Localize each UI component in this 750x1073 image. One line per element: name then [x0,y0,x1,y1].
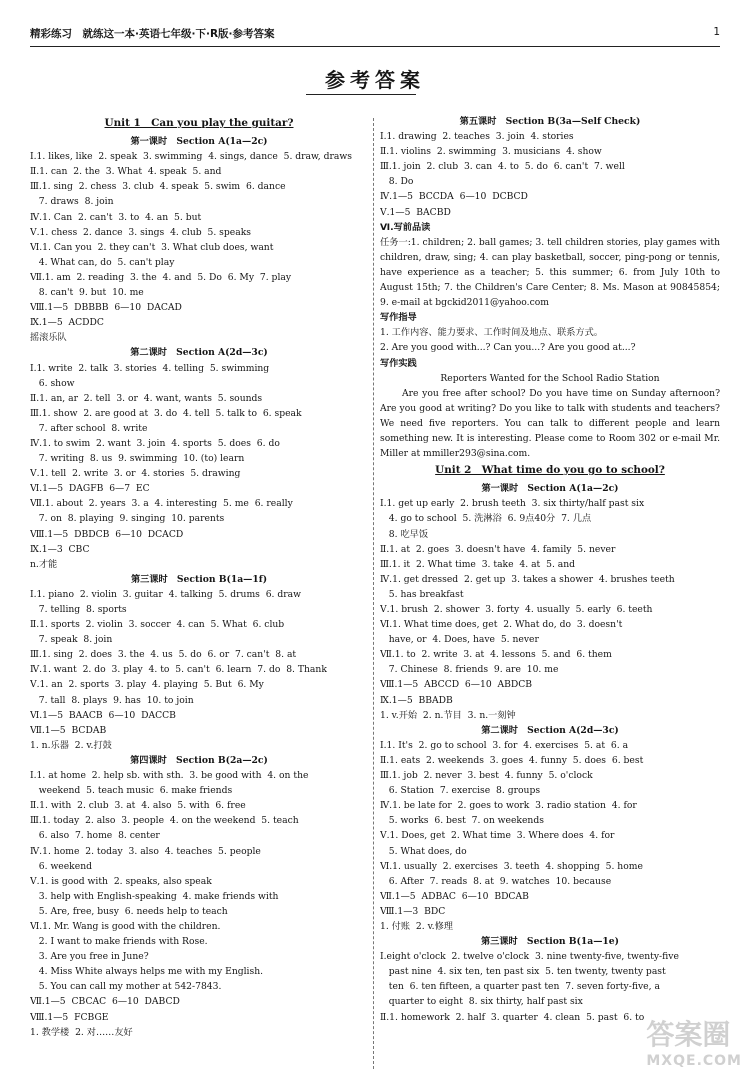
answer-line: 4. go to school 5. 洗淋浴 6. 9点40分 7. 几点 [380,513,592,525]
reading-answers: 任务一:1. children; 2. ball games; 3. tell children stories, play games with children, draw, sing; 4. can play basketball, soccer, ping-pong or tennis, have experience as a teacher; 5. this summer; 6. from July 10th to August 15th; 7. the Children's Care Center; 8. Ms. Mason at 90845854; 9. e-mail at bgckid2011@yahoo.com [380,236,720,309]
answer-line: 7. speak 8. join [30,634,113,646]
header-left: 精彩练习 就练这一本·英语七年级·下·R版·参考答案 [30,28,275,40]
answer-line: 6. weekend [30,860,92,872]
answer-line: past nine 4. six ten, ten past six 5. ten twenty, twenty past [380,966,666,978]
answer-line: Ⅷ.1—3 BDC [380,905,446,917]
answer-line: Ⅱ.1. eats 2. weekends 3. goes 4. funny 5. does 6. best [380,754,644,766]
answer-line: Ⅸ.1—3 CBC [30,543,90,555]
answer-line: 8. 吃早饭 [380,528,429,540]
answer-line: 2. I want to make friends with Rose. [30,936,208,948]
answer-line: 1. 教学楼 2. 对……友好 [30,1026,133,1038]
answer-line: Ⅴ.1. an 2. sports 3. play 4. playing 5. But 6. My [30,679,264,691]
watermark-url: MXQE.COM [646,1053,742,1069]
answer-line: Ⅰ.1. at home 2. help sb. with sth. 3. be good with 4. on the [30,770,309,782]
answer-line: Ⅱ.1. an, ar 2. tell 3. or 4. want, wants 5. sounds [30,392,263,404]
answer-line: Ⅰ.1. write 2. talk 3. stories 4. telling 5. swimming [30,362,270,374]
answer-line: 7. tall 8. plays 9. has 10. to join [30,694,194,706]
watermark-text: 答案圈 [646,1018,731,1051]
answer-line: Ⅲ.1. today 2. also 3. people 4. on the weekend 5. teach [30,815,299,827]
answer-line: Ⅷ.1—5 ABCCD 6—10 ABDCB [380,679,533,691]
answer-line: Ⅳ.1. be late for 2. goes to work 3. radio station 4. for [380,800,637,812]
answer-line: Ⅱ.1. with 2. club 3. at 4. also 5. with 6. free [30,800,246,812]
answer-line: 8. Do [380,176,414,188]
answer-line: Ⅴ.1—5 BACBD [380,206,451,218]
page-title: 参考答案 [325,68,425,92]
answer-line: Ⅲ.1. sing 2. does 3. the 4. us 5. do 6. or 7. can't 8. at [30,649,297,661]
answer-line: 1. 付账 2. v.修理 [380,920,453,932]
answer-line: Ⅵ.1. Can you 2. they can't 3. What club does, want [30,241,274,253]
answer-line: Ⅳ.1—5 BCCDA 6—10 DCBCD [380,191,528,203]
answer-line: 6. show [30,377,75,389]
u1-lesson-3-heading: 第三课时 Section B(1a—1f) [130,573,268,585]
watermark-logo [646,1013,742,1069]
answer-line: Ⅵ.1. usually 2. exercises 3. teeth 4. shopping 5. home [380,860,643,872]
unit-2-heading: Unit 2 What time do you go to school? [435,464,665,477]
u2-lesson-2-answers [380,738,720,934]
answer-line: Ⅵ.1. Mr. Wang is good with the children. [30,920,221,932]
answer-line: Ⅴ.1. is good with 2. speaks, also speak [30,875,212,887]
answer-line: Ⅷ.1—5 FCBGE [30,1011,109,1023]
u1-lesson-4-heading: 第四课时 Section B(2a—2c) [130,754,268,766]
answer-line: Ⅶ.1—5 BCDAB [30,724,107,736]
column-divider [373,118,374,1069]
writing-guide [380,325,720,355]
u1-lesson-1-answers [30,149,368,345]
answer-line: Ⅶ.1. about 2. years 3. a 4. interesting 5. me 6. really [30,498,293,510]
answer-line: n.才能 [30,558,58,570]
writing-guide-heading: 写作指导 [380,312,417,324]
answer-line: 3. Are you free in June? [30,951,149,963]
answer-line: 8. can't 9. but 10. me [30,287,144,299]
header-rule [30,46,720,47]
answer-line: Ⅱ.1. violins 2. swimming 3. musicians 4. show [380,146,602,158]
answer-line: 5. What does, do [380,845,467,857]
running-header [30,26,720,46]
title-underline [306,94,416,95]
u1-lesson-5-answers [380,129,720,220]
answer-line: Ⅶ.1. to 2. write 3. at 4. lessons 5. and 6. them [380,649,612,661]
answer-line: Ⅰ.1. get up early 2. brush teeth 3. six thirty/half past six [380,498,645,510]
answer-line: Ⅵ.1—5 BAACB 6—10 DACCB [30,709,176,721]
left-column [30,114,368,1069]
u1-lesson-2-answers [30,361,368,572]
answer-line: Ⅰ.eight o'clock 2. twelve o'clock 3. nine twenty-five, twenty-five [380,951,679,963]
answer-line: have, or 4. Does, have 5. never [380,634,539,646]
answer-line: Ⅸ.1—5 BBADB [380,694,453,706]
answer-line: Ⅲ.1. join 2. club 3. can 4. to 5. do 6. can't 7. well [380,161,625,173]
reading-heading: Ⅵ.写前品读 [380,221,431,233]
answer-line: 3. help with English-speaking 4. make friends with [30,890,279,902]
page-number: 1 [713,26,720,38]
writing-practice-heading: 写作实践 [380,357,417,369]
u1-lesson-2-heading: 第二课时 Section A(2d—3c) [130,347,268,359]
answer-line: Ⅶ.1. am 2. reading 3. the 4. and 5. Do 6. My 7. play [30,271,292,283]
answer-line: 7. on 8. playing 9. singing 10. parents [30,513,225,525]
u2-lesson-2-heading: 第二课时 Section A(2d—3c) [481,724,619,736]
u1-lesson-5-heading: 第五课时 Section B(3a—Self Check) [459,116,641,127]
essay-title: Reporters Wanted for the School Radio Station [440,372,660,384]
u1-lesson-3-answers [30,587,368,753]
answer-line: 7. telling 8. sports [30,604,127,615]
answer-line: Ⅶ.1—5 CBCAC 6—10 DABCD [30,996,180,1008]
answer-line: Ⅴ.1. brush 2. shower 3. forty 4. usually 5. early 6. teeth [380,604,653,615]
answer-line: 7. writing 8. us 9. swimming 10. (to) learn [30,453,245,465]
answer-line: Ⅴ.1. chess 2. dance 3. sings 4. club 5. speaks [30,226,251,238]
answer-line: Ⅸ.1—5 ACDDC [30,317,104,329]
answer-line: Ⅵ.1. What time does, get 2. What do, do 3. doesn't [380,619,623,631]
unit-1-heading: Unit 1 Can you play the guitar? [104,117,294,129]
answer-line: 2. Are you good with...? Can you...? Are you good at...? [380,342,636,354]
answer-line: Ⅳ.1. to swim 2. want 3. join 4. sports 5. does 6. do [30,437,280,449]
answer-line: Ⅱ.1. can 2. the 3. What 4. speak 5. and [30,166,222,178]
answer-line: ten 6. ten fifteen, a quarter past ten 7. seven forty-five, a [380,981,660,993]
answer-line: Ⅲ.1. show 2. are good at 3. do 4. tell 5. talk to 6. speak [30,407,302,419]
answer-line: 1. n.乐器 2. v.打鼓 [30,739,112,751]
answer-line: 摇滚乐队 [30,332,67,344]
u1-lesson-1-heading: 第一课时 Section A(1a—2c) [130,136,268,148]
answer-line: Ⅰ.1. likes, like 2. speak 3. swimming 4. sings, dance 5. draw, draws [30,151,352,163]
answer-line: Ⅱ.1. sports 2. violin 3. soccer 4. can 5. What 6. club [30,619,285,631]
answer-line: 7. after school 8. write [30,422,148,434]
essay-text: Are you free after school? Do you have time on Sunday afternoon? Are you good at writing? Do you like to talk with students and teachers? We need five reporters. You can talk to different people and learn something new. It is interesting. Please come to Room 302 or e-mail Mr. Miller at mmiller293@sina.com. [380,387,720,460]
answer-line: Ⅲ.1. it 2. What time 3. take 4. at 5. and [380,558,576,570]
answer-line: 7. Chinese 8. friends 9. are 10. me [380,664,559,676]
answer-line: Ⅱ.1. at 2. goes 3. doesn't have 4. family 5. never [380,543,616,555]
answer-line: 5. Are, free, busy 6. needs help to teach [30,905,228,917]
answer-line: weekend 5. teach music 6. make friends [30,785,233,797]
answer-line: Ⅶ.1—5 ADBAC 6—10 BDCAB [380,890,529,902]
answer-line: Ⅴ.1. Does, get 2. What time 3. Where does 4. for [380,830,615,842]
answer-line: Ⅴ.1. tell 2. write 3. or 4. stories 5. drawing [30,468,241,480]
answer-line: Ⅱ.1. homework 2. half 3. quarter 4. clean 5. past 6. to [380,1011,645,1023]
answer-line: 5. works 6. best 7. on weekends [380,815,544,827]
answer-line: Ⅵ.1—5 DAGFB 6—7 EC [30,483,150,495]
answer-line: Ⅰ.1. It's 2. go to school 3. for 4. exercises 5. at 6. a [380,739,629,751]
answer-line: 1. 工作内容、能力要求、工作时间及地点、联系方式。 [380,327,603,339]
answer-line: Ⅰ.1. piano 2. violin 3. guitar 4. talking 5. drums 6. draw [30,588,302,600]
answer-line: Ⅳ.1. want 2. do 3. play 4. to 5. can't 6. learn 7. do 8. Thank [30,664,327,676]
answer-line: quarter to eight 8. six thirty, half past six [380,996,583,1008]
u2-lesson-1-answers [380,496,720,722]
answer-line: Ⅲ.1. job 2. never 3. best 4. funny 5. o'clock [380,770,593,782]
answer-line: 5. You can call my mother at 542-7843. [30,981,222,993]
answer-line: 1. v.开始 2. n.节目 3. n.一刻钟 [380,709,516,721]
right-column [380,114,720,1069]
answer-line: 7. draws 8. join [30,196,114,208]
answer-line: 4. Miss White always helps me with my English. [30,966,264,978]
answer-line: Ⅳ.1. Can 2. can't 3. to 4. an 5. but [30,211,202,223]
answer-line: Ⅷ.1—5 DBDCB 6—10 DCACD [30,528,184,540]
answer-line: 5. has breakfast [380,588,464,600]
answer-line: 6. Station 7. exercise 8. groups [380,785,541,797]
answer-line: Ⅳ.1. get dressed 2. get up 3. takes a shower 4. brushes teeth [380,573,675,585]
answer-line: Ⅷ.1—5 DBBBB 6—10 DACAD [30,302,182,314]
answer-line: Ⅲ.1. sing 2. chess 3. club 4. speak 5. swim 6. dance [30,181,286,193]
answer-line: Ⅰ.1. drawing 2. teaches 3. join 4. stories [380,131,574,143]
u2-lesson-1-heading: 第一课时 Section A(1a—2c) [481,483,619,495]
u1-lesson-4-answers [30,768,368,1040]
answer-line: 6. also 7. home 8. center [30,830,160,842]
answer-line: 6. After 7. reads 8. at 9. watches 10. because [380,875,612,887]
answer-line: 4. What can, do 5. can't play [30,256,175,268]
answer-line: Ⅳ.1. home 2. today 3. also 4. teaches 5. people [30,845,261,857]
u2-lesson-3-heading: 第三课时 Section B(1a—1e) [481,936,619,948]
